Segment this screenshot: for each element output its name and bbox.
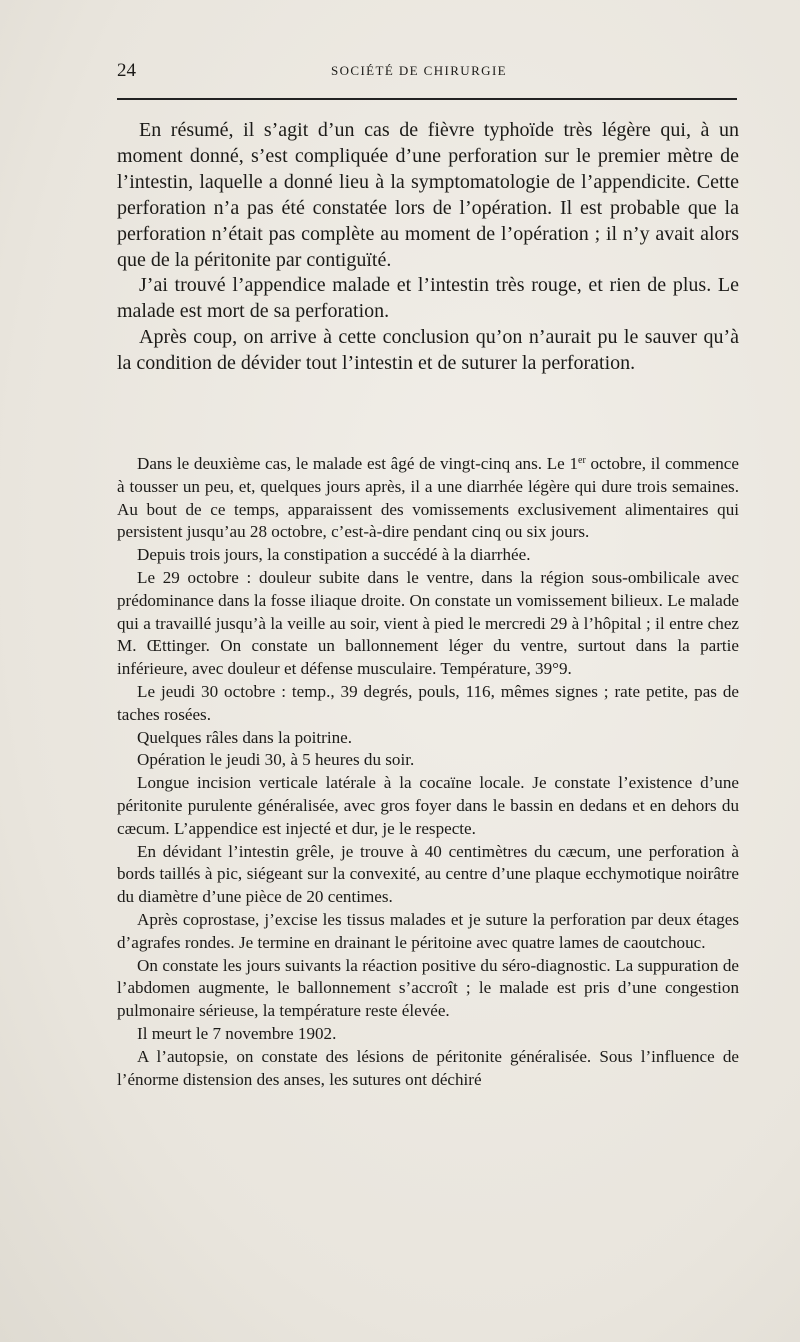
page-number: 24 [117,60,136,81]
case-paragraph: Après coprostase, j’excise les tissus malades et je suture la perforation par deux étages d’agrafes rondes. Je termine en drainant le péritoine avec quatre lames de caoutchouc. [117,909,739,952]
summary-paragraph: J’ai trouvé l’appendice malade et l’intestin très rouge, et rien de plus. Le malade est mort de sa perforation. [117,274,739,323]
case-paragraph: En dévidant l’intestin grêle, je trouve à 40 centimètres du cæcum, une perforation à bords taillés à pic, siégeant sur la convexité, au centre d’une plaque ecchymotique noirâtre du diamètre d’une pièce de 20 centimes. [117,841,739,907]
case-paragraph: On constate les jours suivants la réaction positive du séro-diagnostic. La suppuration de l’abdomen augmente, le ballonnement s’accroît ; le malade est pris d’une congestion pulmonaire sérieuse, la température reste élevée. [117,955,739,1021]
second-case-section [117,453,739,1091]
case-paragraph: Quelques râles dans la poitrine. [137,727,353,747]
case-intro-paragraph [117,453,739,544]
case-paragraph: Il meurt le 7 novembre 1902. [137,1023,337,1043]
journal-title: SOCIÉTÉ DE CHIRURGIE [330,63,508,78]
case-intro-start: Dans le deuxième cas, le malade est âgé de vingt-cinq ans. Le 1 [137,454,578,473]
case-paragraph: Longue incision verticale latérale à la cocaïne locale. Je constate l’existence d’une péritonite purulente généralisée, avec gros foyer dans le bassin en dedans et en dehors du cæcum. L’appendice est injecté et dur, je le respecte. [117,773,739,838]
header-rule [117,98,737,100]
case-intro-rest: octobre, il commence à tousser un peu, et, quelques jours après, il a une diarrhée légère qui dure trois semaines. Au bout de ce temps, apparaissent des vomissements exclusivement alimentaires qui persistent jusqu’au 28 octobre, c’est-à-dire pendant cinq ou six jours. [117,454,739,542]
case-paragraph: Le jeudi 30 octobre : temp., 39 degrés, pouls, 116, mêmes signes ; rate petite, pas de taches rosées. [117,681,739,724]
summary-section [117,118,739,377]
summary-paragraph: Après coup, on arrive à cette conclusion qu’on n’aurait pu le sauver qu’à la condition de dévider tout l’intestin et de suturer la perforation. [117,326,739,375]
ordinal-superscript: er [578,455,586,466]
running-head [117,60,737,84]
case-paragraph: Le 29 octobre : douleur subite dans le ventre, dans la région sous-ombilicale avec prédominance dans la fosse iliaque droite. On constate un vomissement bilieux. Le malade qui a travaillé jusqu’à la veille au soir, vient à pied le mercredi 29 à l’hôpital ; il entre chez M. Œttinger. On constate un ballonnement léger du ventre, surtout dans la partie inférieure, avec douleur et défense musculaire. Température, 39°9. [117,567,739,679]
summary-paragraph: En résumé, il s’agit d’un cas de fièvre typhoïde très légère qui, à un moment donné, s’est compliquée d’une perforation sur le premier mètre de l’intestin, laquelle a donné lieu à la symptomatologie de l’appendicite. Cette perforation n’a pas été constatée lors de l’opération. Il est probable que la perforation n’était pas complète au moment de l’opération ; il n’y avait alors que de la péritonite par contiguïté. [117,119,739,271]
case-paragraph: Opération le jeudi 30, à 5 heures du soir. [137,750,415,770]
case-paragraph: A l’autopsie, on constate des lésions de péritonite généralisée. Sous l’influence de l’énorme distension des anses, les sutures ont déchiré [117,1046,739,1089]
case-paragraph: Depuis trois jours, la constipation a succédé à la diarrhée. [137,545,531,565]
